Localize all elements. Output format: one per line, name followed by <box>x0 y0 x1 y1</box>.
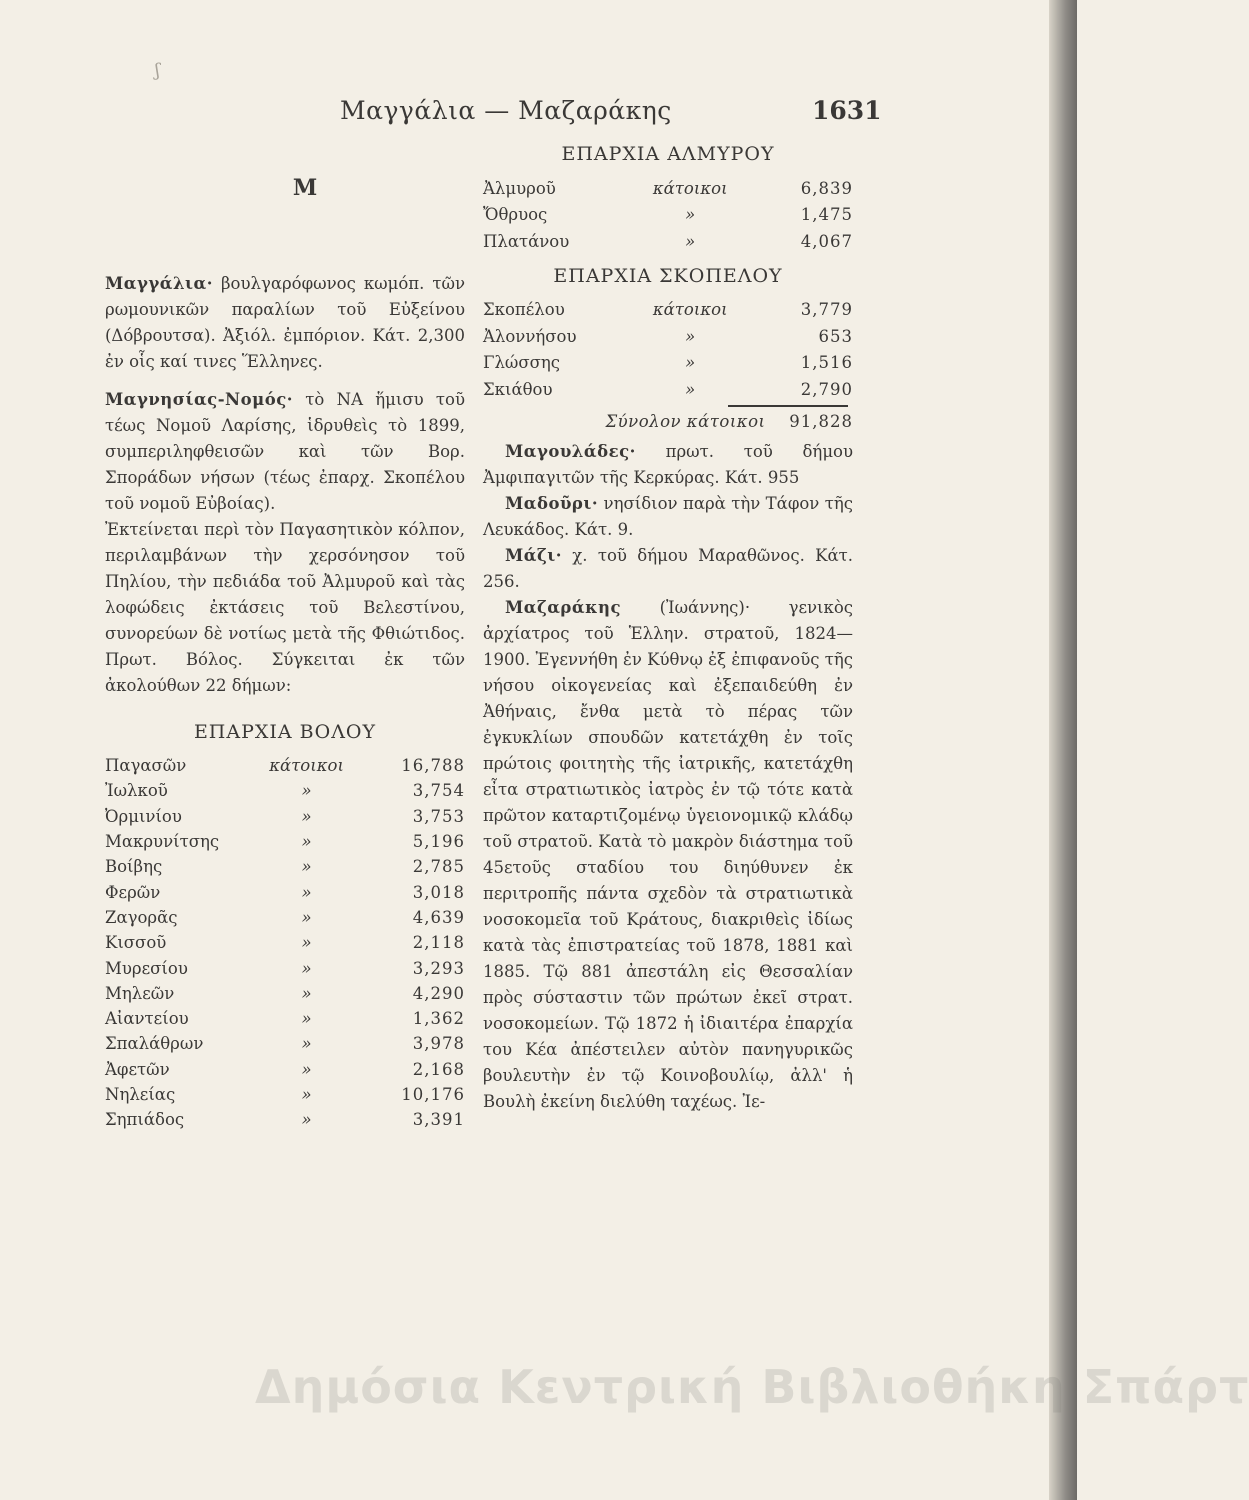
entry-head: Μάζι· <box>505 545 562 565</box>
place-name: Σηπιάδος <box>105 1110 185 1130</box>
table-row <box>105 778 465 803</box>
place-name: Ὀρμινίου <box>105 806 182 826</box>
population-value: 5,196 <box>412 832 465 852</box>
entry-head: Μαγνησίας-Νομός· <box>105 390 294 409</box>
place-name: Γλώσσης <box>483 353 561 373</box>
table-row <box>483 228 853 255</box>
table-row <box>483 323 853 350</box>
left-column <box>105 175 465 1132</box>
table-row <box>105 1107 465 1132</box>
inhabitants-label: » <box>685 205 696 225</box>
population-value: 4,290 <box>412 983 465 1003</box>
population-value: 6,839 <box>800 178 853 198</box>
population-value: 3,754 <box>412 781 465 801</box>
population-value: 653 <box>818 326 853 346</box>
population-value: 4,067 <box>800 231 853 251</box>
place-name: Βοίβης <box>105 857 163 877</box>
total-value: 91,828 <box>789 411 853 431</box>
population-value: 1,362 <box>412 1009 465 1029</box>
inhabitants-label: » <box>685 231 696 251</box>
entry-text: πρωτ. τοῦ δήμου Ἀμφιπαγιτῶν τῆς Κερκύρας. Κάτ. 955 <box>483 441 854 487</box>
inhabitants-label: » <box>685 326 696 346</box>
page-number: 1631 <box>812 96 882 125</box>
place-name: Ὄθρυος <box>483 205 548 225</box>
almyros-table <box>483 175 853 255</box>
inhabitants-label: » <box>301 806 312 826</box>
population-value: 2,168 <box>412 1059 465 1079</box>
place-name: Φερῶν <box>105 882 161 902</box>
entry-magnisias-cont <box>105 517 465 699</box>
table-row <box>105 879 465 904</box>
population-value: 2,790 <box>800 379 853 399</box>
stray-mark: ʃ <box>155 60 160 81</box>
place-name: Μυρεσίου <box>105 958 188 978</box>
population-value: 3,018 <box>412 882 465 902</box>
inhabitants-label: κάτοικοι <box>652 178 728 198</box>
inhabitants-label: » <box>301 983 312 1003</box>
entry-magnisias <box>105 387 465 517</box>
population-value: 1,475 <box>800 205 853 225</box>
section-letter: Μ <box>292 175 318 201</box>
entry-text: χ. τοῦ δήμου Μαραθῶνος. Κάτ. 256. <box>483 545 853 591</box>
place-name: Πλατάνου <box>483 231 570 251</box>
inhabitants-label: » <box>301 781 312 801</box>
inhabitants-label: » <box>301 882 312 902</box>
table-row <box>105 1057 465 1082</box>
population-value: 2,118 <box>412 933 465 953</box>
table-row <box>105 1006 465 1031</box>
running-title: Μαγγάλια — Μαζαράκης <box>340 96 672 125</box>
place-name: Μακρυνίτσης <box>105 832 220 852</box>
place-name: Ἀλμυροῦ <box>483 178 556 198</box>
skopelos-table <box>483 297 853 403</box>
place-name: Αἰαντείου <box>105 1009 189 1029</box>
page-header <box>0 96 1077 136</box>
entry-madouri <box>483 491 853 543</box>
entry-text: βουλγαρόφωνος κωμόπ. τῶν ρωμουνικῶν παραλίων τοῦ Εὐξείνου (Δόβρουτσα). Ἀξιόλ. ἐμπόριον. Κάτ. 2,300 ἐν οἷς καί τινες Ἕλληνες. <box>105 274 466 371</box>
inhabitants-label: » <box>301 907 312 927</box>
place-name: Σπαλάθρων <box>105 1034 204 1054</box>
entry-text: νησίδιον παρὰ τὴν Τάφον τῆς Λευκάδος. Κάτ. 9. <box>483 493 853 539</box>
place-name: Ἀφετῶν <box>105 1059 170 1079</box>
table-row <box>105 753 465 778</box>
population-value: 3,753 <box>412 806 465 826</box>
entry-maggalia <box>105 271 465 375</box>
place-name: Μηλεῶν <box>105 983 175 1003</box>
population-value: 3,779 <box>800 300 853 320</box>
entry-text: τὸ ΝΑ ἥμισυ τοῦ τέως Νομοῦ Λαρίσης, ἱδρυθεὶς τὸ 1899, συμπεριληφθεισῶν καὶ τῶν Βορ. Σποράδων νήσων (τέως ἐπαρχ. Σκοπέλου τοῦ νομοῦ Εὐβοίας). <box>105 390 465 513</box>
entry-magoulades <box>483 439 853 491</box>
library-watermark: Δημόσια Κεντρική Βιβλιοθήκη Σπάρτ <box>255 1360 1249 1414</box>
inhabitants-label: κάτοικοι <box>652 300 728 320</box>
population-value: 10,176 <box>401 1085 465 1104</box>
entry-head: Μαδοῦρι· <box>505 493 599 513</box>
place-name: Νηλείας <box>105 1085 176 1104</box>
population-value: 2,785 <box>412 857 465 877</box>
page-edge <box>1049 0 1077 1500</box>
entry-text: Ἐκτείνεται περὶ τὸν Παγασητικὸν κόλπον, περιλαμβάνων τὴν χερσόνησον τοῦ Πηλίου, τὴν πεδιάδα τοῦ Ἀλμυροῦ καὶ τὰς λοφώδεις ἐκτάσεις τοῦ Βελεστίνου, συνορεύων δὲ νοτίως μετὰ τῆς Φθιώτιδος. Πρωτ. Βόλος. Σύγκειται ἐκ τῶν ἀκολούθων 22 δήμων: <box>105 520 465 695</box>
entry-mazarakis <box>483 595 853 1115</box>
place-name: Ἀλοννήσου <box>483 326 577 346</box>
table-row <box>483 202 853 229</box>
population-value: 4,639 <box>412 907 465 927</box>
table-row <box>105 955 465 980</box>
inhabitants-label: κάτοικοι <box>269 756 344 776</box>
almyros-heading: ΕΠΑΡΧΙΑ ΑΛΜΥΡΟΥ <box>561 143 775 165</box>
place-name: Παγασῶν <box>105 756 187 776</box>
table-row <box>483 350 853 377</box>
inhabitants-label: » <box>301 1059 312 1079</box>
population-value: 1,516 <box>800 353 853 373</box>
entry-mazi <box>483 543 853 595</box>
table-row <box>105 1082 465 1107</box>
table-row <box>483 175 853 202</box>
table-row <box>105 1031 465 1056</box>
inhabitants-label: » <box>301 1009 312 1029</box>
population-value: 3,978 <box>412 1034 465 1054</box>
inhabitants-label: » <box>301 1034 312 1054</box>
table-row <box>105 804 465 829</box>
table-row <box>105 829 465 854</box>
place-name: Σκοπέλου <box>483 300 565 320</box>
table-row <box>105 905 465 930</box>
entry-head: Μαζαράκης <box>505 597 622 617</box>
inhabitants-label: » <box>685 353 696 373</box>
inhabitants-label: » <box>301 1110 312 1130</box>
place-name: Σκιάθου <box>483 379 553 399</box>
entry-head: Μαγουλάδες· <box>505 441 636 461</box>
place-name: Κισσοῦ <box>105 933 167 953</box>
table-row <box>105 930 465 955</box>
total-row <box>483 409 853 435</box>
population-value: 3,293 <box>412 958 465 978</box>
place-name: Ζαγορᾶς <box>105 907 178 927</box>
inhabitants-label: » <box>301 1085 312 1104</box>
total-rule <box>728 405 848 407</box>
table-row <box>483 376 853 403</box>
table-row <box>483 297 853 324</box>
right-column <box>483 143 853 1115</box>
inhabitants-label: » <box>301 933 312 953</box>
population-value: 3,391 <box>412 1110 465 1130</box>
inhabitants-label: » <box>301 857 312 877</box>
volos-heading: ΕΠΑΡΧΙΑ ΒΟΛΟΥ <box>193 721 377 743</box>
inhabitants-label: » <box>685 379 696 399</box>
total-label: Σύνολον κάτοικοι <box>605 411 766 431</box>
entry-head: Μαγγάλια· <box>105 274 213 293</box>
population-value: 16,788 <box>401 756 465 776</box>
place-name: Ἰωλκοῦ <box>105 781 168 801</box>
inhabitants-label: » <box>301 832 312 852</box>
inhabitants-label: » <box>301 958 312 978</box>
skopelos-heading: ΕΠΑΡΧΙΑ ΣΚΟΠΕΛΟΥ <box>553 264 783 287</box>
table-row <box>105 981 465 1006</box>
volos-table <box>105 753 465 1132</box>
table-row <box>105 854 465 879</box>
entry-text: (Ἰωάννης)· γενικὸς ἀρχίατρος τοῦ Ἑλλην. στρατοῦ, 1824—1900. Ἐγεννήθη ἐν Κύθνῳ ἐξ ἐπιφανοῦς τῆς νήσου οἰκογενείας καὶ ἐξεπαιδεύθη ἐν Ἀθήναις, ἔνθα μετὰ τὸ πέρας τῶν ἐγκυκλίων σπουδῶν κατετάχθη ἐν τοῖς πρώτοις φοιτητὴς τῆς ἰατρικῆς, κατετάχθη εἶτα στρατιωτικὸς ἰατρὸς ἐν τῷ τότε κατὰ πρῶτον καταρτιζομένῳ ὑγειονομικῷ κλάδῳ τοῦ στρατοῦ. Κατὰ τὸ μακρὸν διάστημα τοῦ 45ετοῦς σταδίου του διηύθυνεν ἐκ περιτροπῆς πάντα σχεδὸν τὰ στρατιωτικὰ νοσοκομεῖα τοῦ Κράτους, διακριθεὶς ἰδίως κατὰ τὰς ἐπιστρατείας τοῦ 1878, 1881 καὶ 1885. Τῷ 881 ἀπεστάλη εἰς Θεσσαλίαν πρὸς σύσταστιν τῶν πρώτων ἐκεῖ στρατ. νοσοκομείων. Τῷ 1872 ἡ ἰδιαιτέρα ἐπαρχία του Κέα ἀπέστειλεν αὐτὸν πανηγυρικῶς βουλευτὴν ἐν τῷ Κοινοβουλίῳ, ἀλλ' ἡ Βουλὴ ἐκείνη διελύθη ταχέως. Ἰε- <box>483 597 853 1111</box>
